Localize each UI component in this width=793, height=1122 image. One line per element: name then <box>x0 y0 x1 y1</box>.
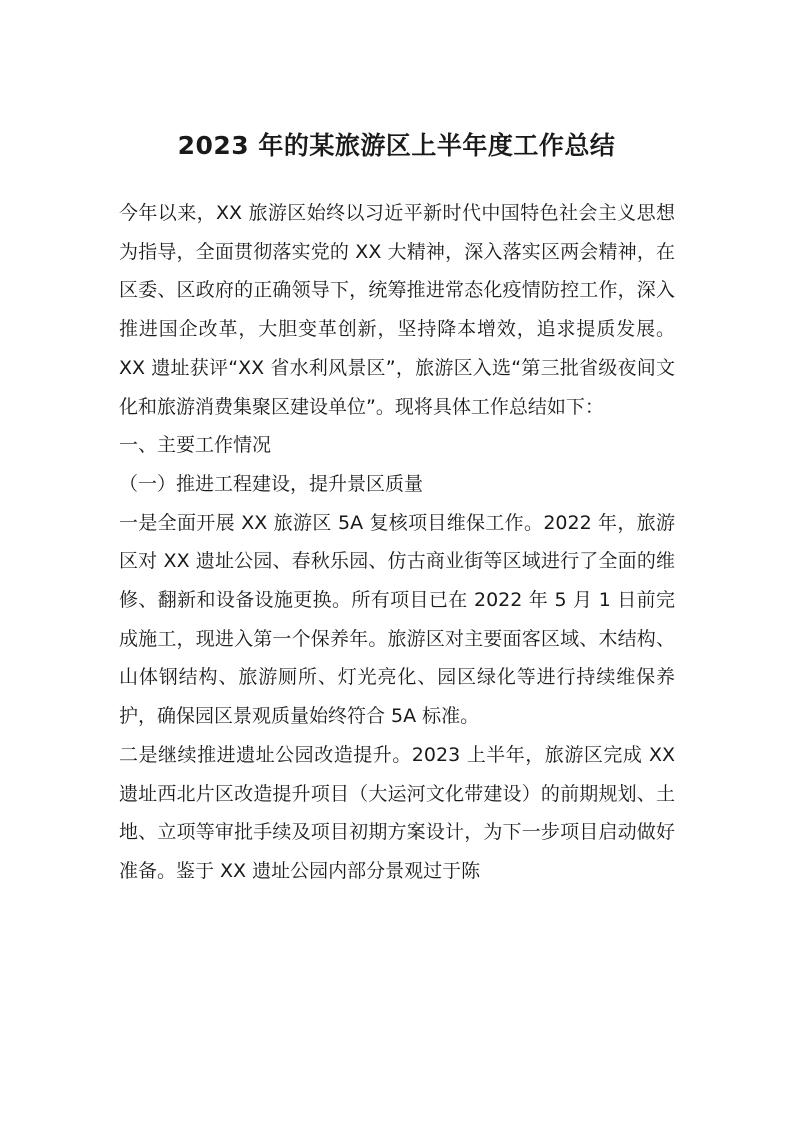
section-heading: 一、主要工作情况 <box>119 434 272 457</box>
intro-paragraph: 今年以来，XX 旅游区始终以习近平新时代中国特色社会主义思想为指导，全面贯彻落实党的 XX 大精神，深入落实区两会精神，在区委、区政府的正确领导下，统筹推进常态化疫情防控工作，深入推进国企改革，大胆变革创新，坚持降本增效，追求提质发展。XX 遗址获评“XX 省水利风景区”，旅游区入选“第三批省级夜间文化和旅游消费集聚区建设单位”。现将具体工作总结如下： <box>119 202 675 418</box>
document-body <box>119 194 675 891</box>
body-paragraph-2: 二是继续推进遗址公园改造提升。2023 上半年，旅游区完成 XX 遗址西北片区改造提升项目（大运河文化带建设）的前期规划、土地、立项等审批手续及项目初期方案设计，为下一步项目启动做好准备。鉴于 XX 遗址公园内部分景观过于陈 <box>119 743 675 882</box>
subsection-heading: （一）推进工程建设，提升景区质量 <box>119 472 424 495</box>
body-paragraph-1: 一是全面开展 XX 旅游区 5A 复核项目维保工作。2022 年，旅游区对 XX 遗址公园、春秋乐园、仿古商业街等区域进行了全面的维修、翻新和设备设施更换。所有项目已在 2022 年 5 月 1 日前完成施工，现进入第一个保养年。旅游区对主要面客区域、木结构、山体钢结构、旅游厕所、灯光亮化、园区绿化等进行持续维保养护，确保园区景观质量始终符合 5A 标准。 <box>119 511 675 728</box>
document-title: 2023 年的某旅游区上半年度工作总结 <box>177 131 616 160</box>
